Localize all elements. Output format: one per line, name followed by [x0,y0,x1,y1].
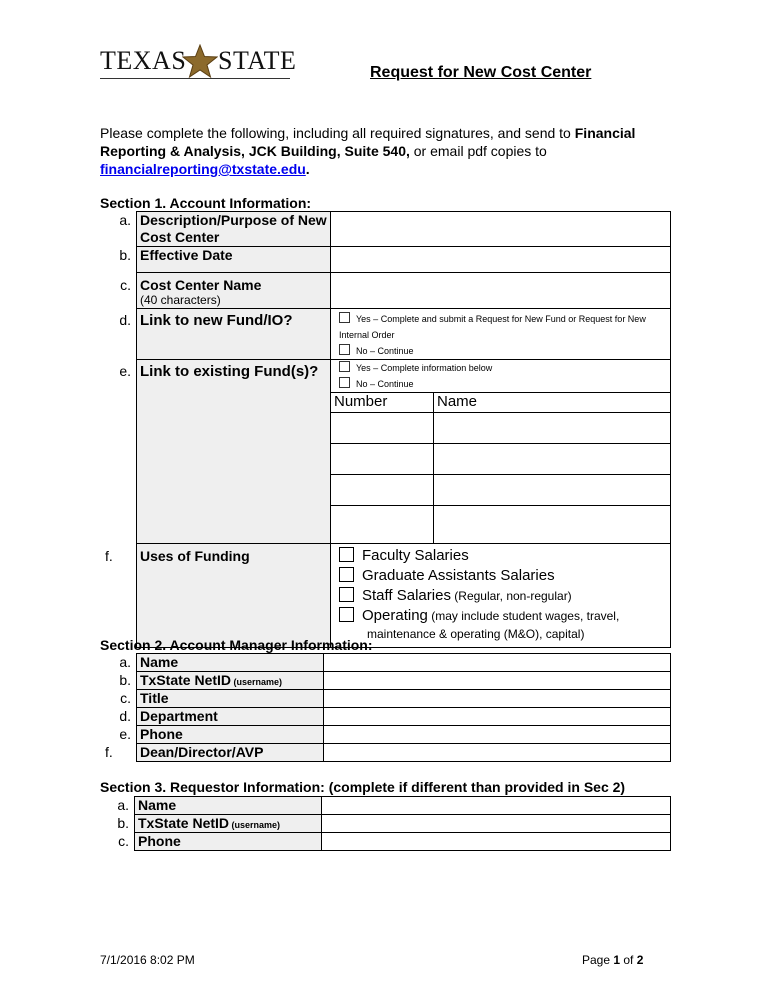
use-label: Faculty Salaries [362,547,469,564]
use-note: (may include student wages, travel, [427,609,620,623]
cost-center-name-label: Cost Center Name [140,277,262,293]
operating-checkbox[interactable] [339,607,354,622]
row-letter: a. [100,654,137,672]
row-letter: f. [100,544,137,648]
row-letter: a. [100,797,135,815]
fund-number-cell[interactable] [331,506,434,544]
link-existing-fund-options [331,360,671,393]
row-letter: b. [100,672,137,690]
use-faculty-salaries [339,546,667,566]
section2-table [100,653,671,762]
use-operating [339,606,667,626]
dean-director-field[interactable] [324,744,671,762]
use-note: (Regular, non-regular) [450,589,572,603]
cost-center-name-field[interactable] [331,273,671,309]
option-no [339,376,667,392]
option-no-label: No – Continue [356,379,414,389]
star-icon [182,44,218,78]
logo-underline [100,78,290,79]
label-text: Phone [138,833,181,849]
phone-field[interactable] [324,726,671,744]
row-letter: b. [100,815,135,833]
label-text: Department [140,708,218,724]
row-label-link-new-fund: Link to new Fund/IO? [137,309,331,360]
row-label [137,672,324,690]
section1-table [100,211,671,648]
intro-text: Please complete the following, including all required signatures, and send to [100,125,575,141]
label-sub: (username) [231,677,283,687]
netid-field[interactable] [324,672,671,690]
row-label [137,744,324,762]
row-label [137,726,324,744]
section3-heading: Section 3. Requestor Information: (complete if different than provided in Sec 2) [100,779,626,795]
requestor-netid-field[interactable] [322,815,671,833]
intro-paragraph [100,124,675,178]
name-field[interactable] [324,654,671,672]
link-new-fund-options [331,309,671,360]
title-field[interactable] [324,690,671,708]
logo-text-left: TEXAS [100,46,187,75]
option-no-label: No – Continue [356,346,414,356]
effective-date-field[interactable] [331,247,671,273]
row-label [137,654,324,672]
section1-heading: Section 1. Account Information: [100,195,312,211]
label-text: TxState NetID [140,672,232,688]
intro-end: . [305,161,310,177]
row-letter: e. [100,726,137,744]
label-text: Name [138,797,177,813]
department-field[interactable] [324,708,671,726]
requestor-name-field[interactable] [322,797,671,815]
yes-checkbox[interactable] [339,361,350,372]
row-label [135,815,322,833]
fund-name-cell[interactable] [434,475,671,506]
uses-of-funding-options [331,544,671,648]
row-label [137,708,324,726]
label-sub: (username) [229,820,281,830]
row-label-description: Description/Purpose of New Cost Center [137,212,331,247]
fund-number-header: Number [331,393,434,413]
row-letter: c. [100,690,137,708]
texas-state-logo [100,44,297,80]
row-letter: c. [100,833,135,851]
row-label [137,690,324,708]
page-total: 2 [636,953,644,967]
cost-center-name-sub: (40 characters) [140,293,221,307]
requestor-phone-field[interactable] [322,833,671,851]
row-label-effective-date: Effective Date [137,247,331,273]
use-graduate-assistants [339,566,667,586]
fund-number-cell[interactable] [331,444,434,475]
option-yes-label: Yes – Complete information below [356,363,493,373]
section3-table [100,796,671,851]
footer-date: 7/1/2016 8:02 PM [100,953,195,967]
row-letter: c. [100,273,137,309]
option-yes [339,311,667,343]
option-yes [339,360,667,376]
intro-text-2: or email pdf copies to [409,143,547,159]
use-label: Graduate Assistants Salaries [362,567,555,584]
fund-name-cell[interactable] [434,506,671,544]
page-of: of [620,953,637,967]
fund-name-header: Name [434,393,671,413]
label-text: Name [140,654,179,670]
label-text: TxState NetID [138,815,230,831]
no-checkbox[interactable] [339,377,350,388]
yes-checkbox[interactable] [339,312,350,323]
use-staff-salaries [339,586,667,606]
page-num: 1 [613,953,621,967]
option-yes-label: Yes – Complete and submit a Request for New Fund or Request for New Internal Order [339,314,646,340]
row-letter: d. [100,708,137,726]
fund-name-cell[interactable] [434,444,671,475]
row-letter: e. [100,360,137,544]
label-text: Title [140,690,169,706]
use-label: Staff Salaries [362,587,451,604]
row-letter: d. [100,309,137,360]
row-letter: f. [100,744,137,762]
footer-page-number [582,953,643,967]
fund-number-cell[interactable] [331,475,434,506]
label-text: Phone [140,726,183,742]
row-label [135,833,322,851]
staff-salaries-checkbox[interactable] [339,587,354,602]
row-label-cost-center-name [137,273,331,309]
row-label-uses-of-funding: Uses of Funding [137,544,331,648]
operating-note-continued: maintenance & operating (M&O), capital) [367,627,585,641]
email-link[interactable]: financialreporting@txstate.edu [100,161,306,177]
logo-text-right: STATE [218,46,297,75]
no-checkbox[interactable] [339,344,350,355]
row-label [135,797,322,815]
page-title: Request for New Cost Center [370,64,592,81]
faculty-salaries-checkbox[interactable] [339,547,354,562]
option-no [339,343,667,359]
use-label: Operating [362,607,428,624]
section2-heading: Section 2. Account Manager Information: [100,637,373,653]
label-text: Dean/Director/AVP [140,744,264,760]
page-prefix: Page [582,953,614,967]
row-letter: a. [100,212,137,247]
fund-name-cell[interactable] [434,413,671,444]
row-letter: b. [100,247,137,273]
intro-destination: Financial Reporting & Analysis, JCK Building, Suite 540, [100,125,636,159]
description-field[interactable] [331,212,671,247]
graduate-assistants-checkbox[interactable] [339,567,354,582]
fund-number-cell[interactable] [331,413,434,444]
row-label-link-existing-fund: Link to existing Fund(s)? [137,360,331,544]
